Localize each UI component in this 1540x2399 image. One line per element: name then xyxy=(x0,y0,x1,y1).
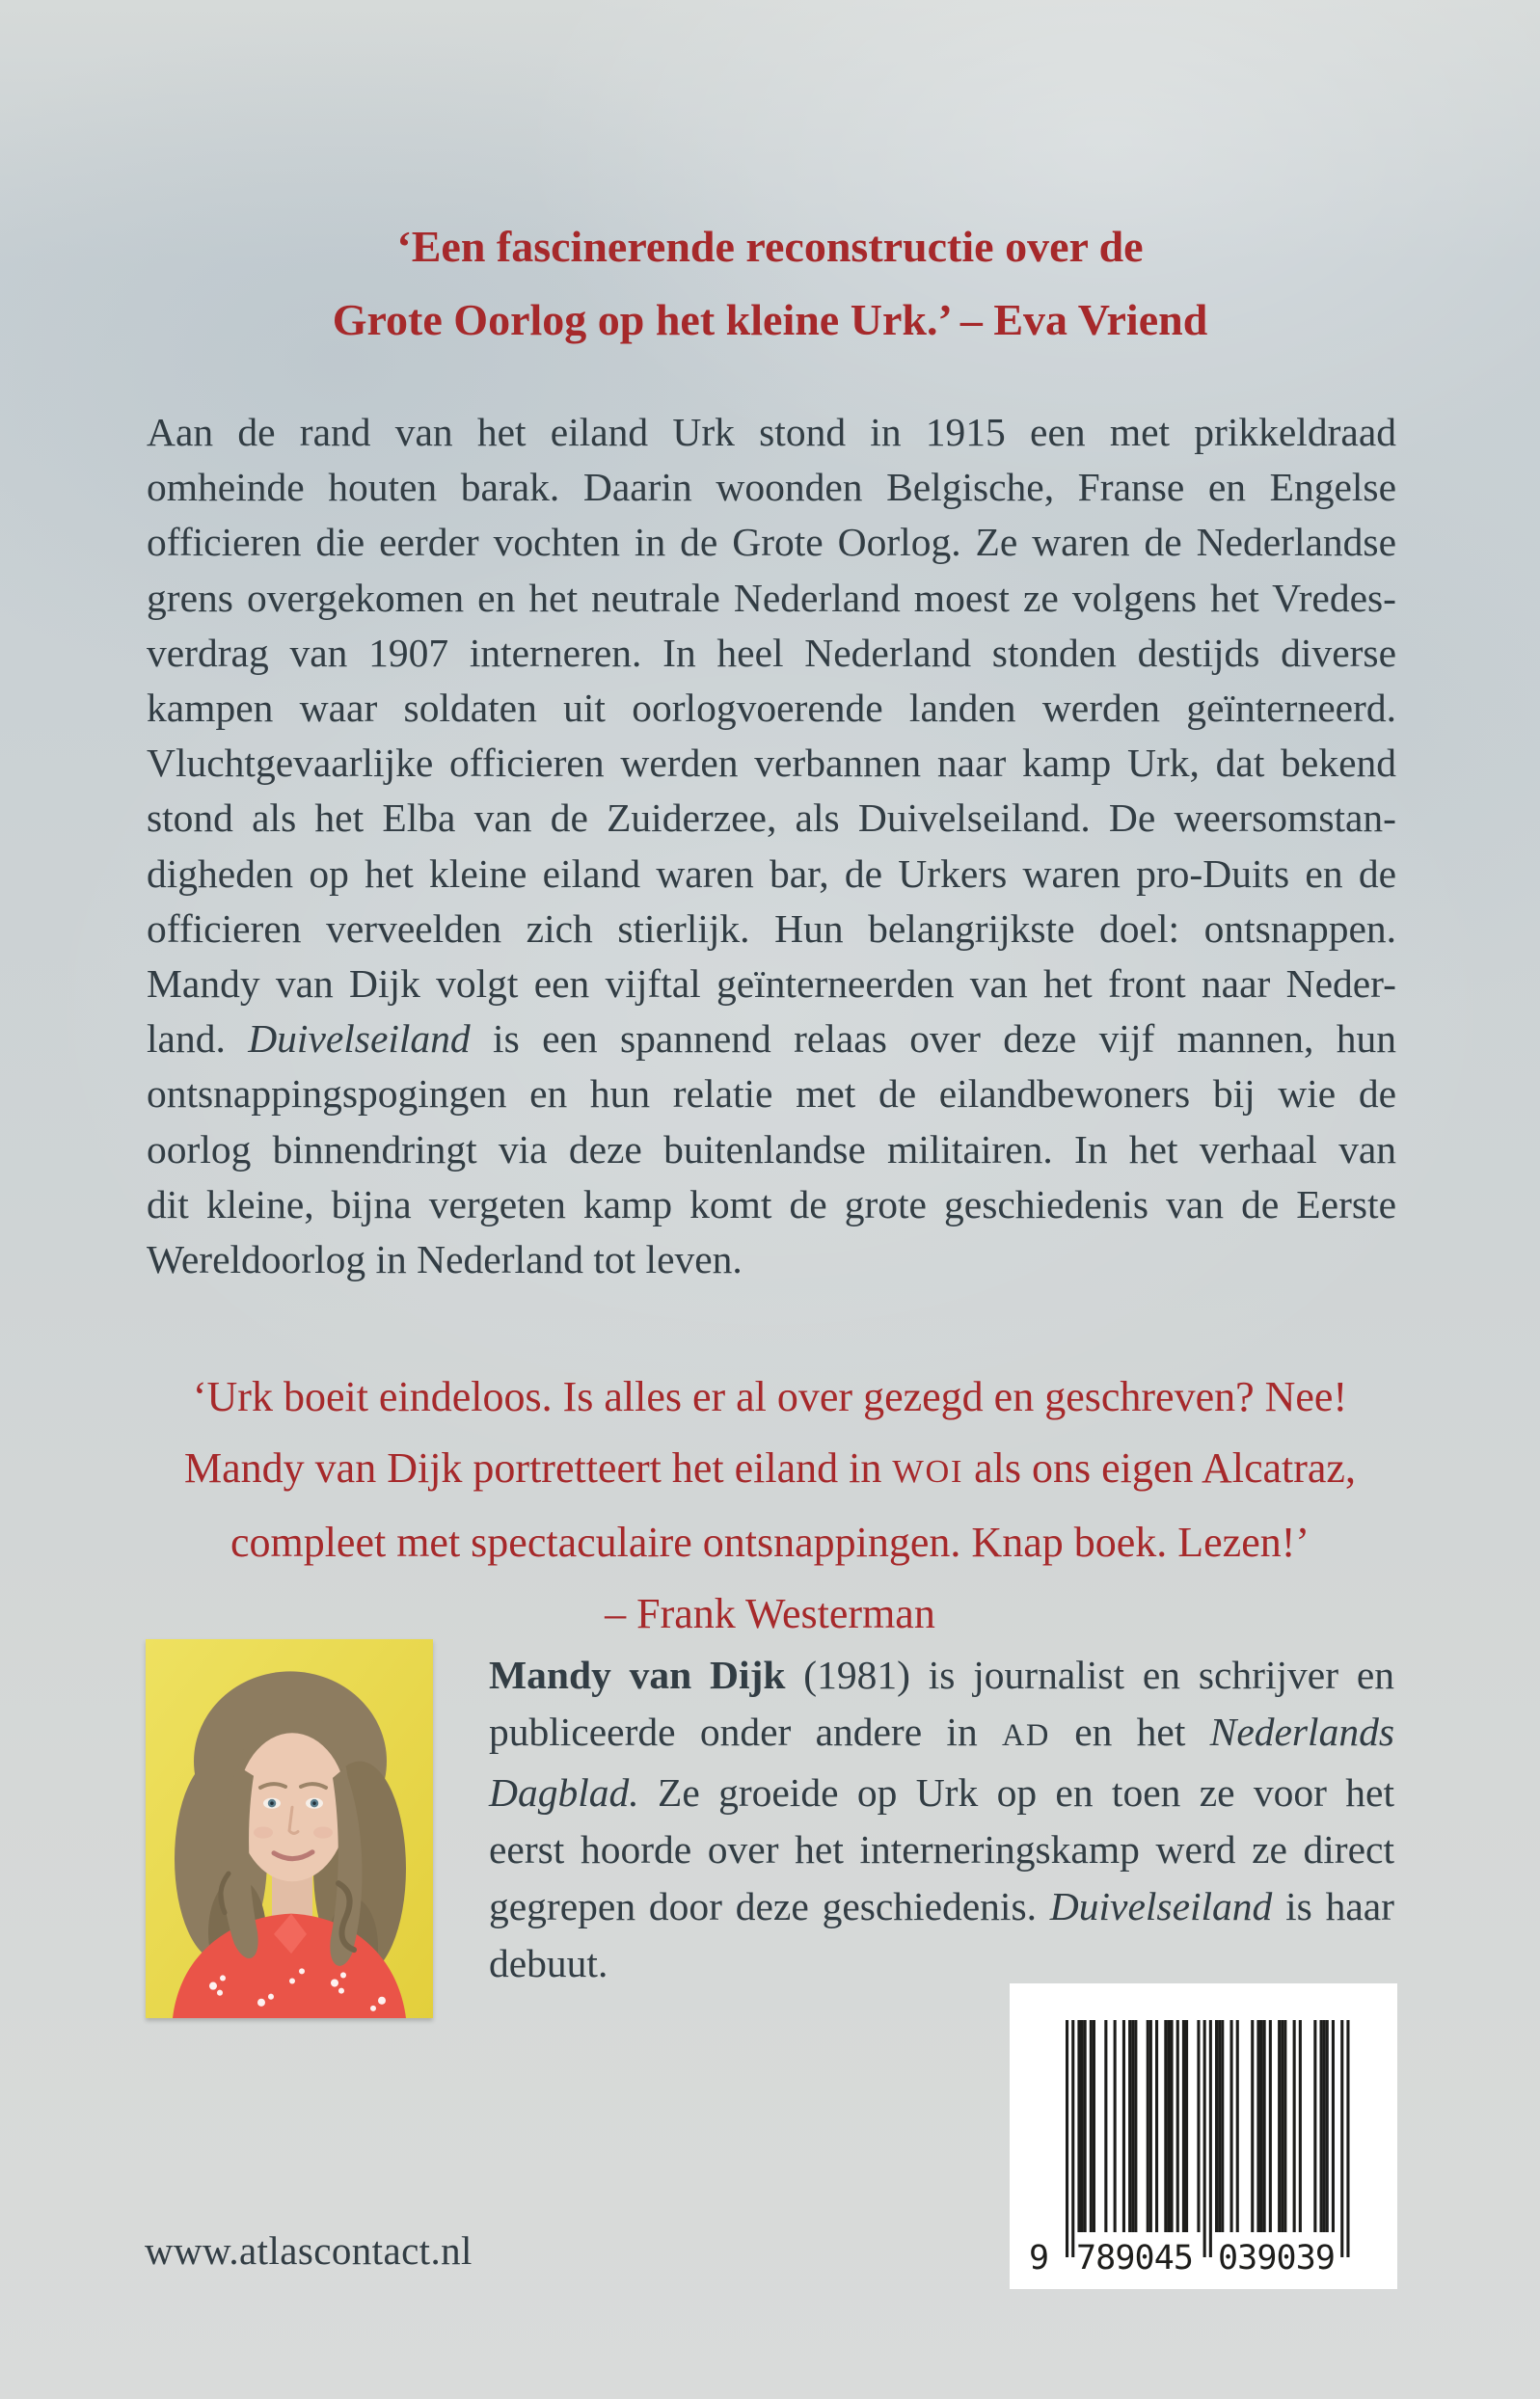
text-line: Mandy van Dijk volgt een vijftal geïnterneerden van het front naar Neder- xyxy=(147,961,1396,1007)
text-line: ‘Een fascinerende reconstructie over de xyxy=(396,222,1144,271)
svg-text:789045: 789045 xyxy=(1076,2239,1194,2278)
text-line: compleet met spectaculaire ontsnappingen. Knap boek. Lezen!’ xyxy=(230,1519,1310,1566)
text-line: digheden op het kleine eiland waren bar, de Urkers waren pro-Duits en de xyxy=(147,850,1396,896)
text-line: officieren verveelden zich stierlijk. Hun belangrijkste doel: ontsnappen. xyxy=(147,905,1396,951)
text-line: eerst hoorde over het interneringskamp werd ze direct xyxy=(489,1827,1394,1872)
barcode-digits xyxy=(1029,2239,1336,2278)
author-portrait-photo xyxy=(146,1639,433,2018)
text-line: Dagblad. Ze groeide op Urk op en toen ze voor het xyxy=(489,1770,1394,1815)
text-line: oorlog binnendringt via deze buitenlandse militairen. In het verhaal van xyxy=(147,1126,1396,1172)
text-line: verdrag van 1907 interneren. In heel Nederland stonden destijds diverse xyxy=(147,630,1396,675)
text-line: publiceerde onder andere in AD en het Nederlands xyxy=(489,1710,1394,1754)
text-line: stond als het Elba van de Zuiderzee, als Duivelseiland. De weersomstan- xyxy=(147,795,1396,841)
text-line: Aan de rand van het eiland Urk stond in 1915 een met prikkeldraad xyxy=(147,410,1396,454)
text-line: gegrepen door deze geschiedenis. Duivelseiland is haar xyxy=(489,1884,1394,1928)
top-review-quote xyxy=(0,210,1540,357)
text-line: land. Duivelseiland is een spannend relaas over deze vijf mannen, hun xyxy=(147,1016,1396,1062)
author-bio-text xyxy=(489,1647,1394,1992)
isbn-barcode xyxy=(1010,1983,1397,2289)
text-line: Wereldoorlog in Nederland tot leven. xyxy=(147,1237,743,1282)
text-line: Mandy van Dijk portretteert het eiland in WOI als ons eigen Alcatraz, xyxy=(184,1444,1356,1492)
text-line: Mandy van Dijk (1981) is journalist en schrijver en xyxy=(489,1653,1395,1697)
text-line: Grote Oorlog op het kleine Urk.’ – Eva Vriend xyxy=(332,295,1208,344)
text-line: ontsnappingspogingen en hun relatie met de eilandbewoners bij wie de xyxy=(147,1071,1396,1117)
text-line: dit kleine, bijna vergeten kamp komt de grote geschiedenis van de Eerste xyxy=(147,1181,1396,1226)
text-line: grens overgekomen en het neutrale Nederland moest ze volgens het Vredes- xyxy=(147,575,1396,620)
svg-text:9: 9 xyxy=(1029,2239,1050,2278)
text-line: kampen waar soldaten uit oorlogvoerende landen werden geïnterneerd. xyxy=(147,686,1396,731)
text-line: ‘Urk boeit eindeloos. Is alles er al over gezegd en geschreven? Nee! xyxy=(192,1373,1348,1420)
bottom-review-quote xyxy=(0,1361,1540,1650)
text-line: Vluchtgevaarlijke officieren werden verbannen naar kamp Urk, dat bekend xyxy=(147,741,1396,786)
text-line: omheinde houten barak. Daarin woonden Belgische, Franse en Engelse xyxy=(147,465,1396,510)
synopsis-text xyxy=(147,405,1396,1287)
text-line: debuut. xyxy=(489,1941,608,1985)
svg-text:039039: 039039 xyxy=(1218,2239,1336,2278)
text-line: – Frank Westerman xyxy=(605,1590,935,1637)
barcode-bars xyxy=(1010,1983,1397,2289)
text-line: officieren die eerder vochten in de Grote Oorlog. Ze waren de Nederlandse xyxy=(147,520,1396,565)
publisher-website-text: www.atlascontact.nl xyxy=(145,2228,473,2273)
